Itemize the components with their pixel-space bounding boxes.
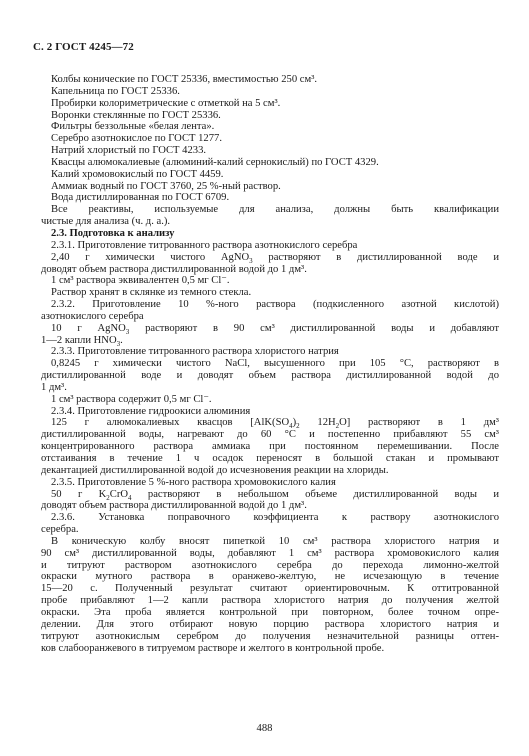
list-item: Капельница по ГОСТ 25336. xyxy=(51,85,180,97)
subsection-title: 2.3.3. Приготовление титрованного раствора хлористого натрия xyxy=(51,346,339,358)
paragraph-line: ков слабооранжевого в титруемом растворе и желтого в контрольной пробе. xyxy=(41,642,385,654)
subscript: 3 xyxy=(125,327,130,336)
reagents-note: Все реактивы, используемые для анализа, должны быть квалификации xyxy=(51,204,499,216)
paragraph-line xyxy=(51,323,499,335)
paragraph-line xyxy=(51,489,499,501)
subsection-title: 2.3.5. Приготовление 5 %-ного раствора хромовокислого калия xyxy=(51,476,336,488)
list-item: Пробирки колориметрические с отметкой на 5 см³. xyxy=(51,97,281,109)
text-run: O] растворяют в 1 дм³ xyxy=(339,417,499,429)
page-header: С. 2 ГОСТ 4245—72 xyxy=(33,41,134,53)
paragraph-line: дистиллированной воды, нагревают до 60 °С и постепенно прибавляют 55 см³ xyxy=(41,429,499,441)
section-heading: 2.3. Подготовка к анализу xyxy=(51,227,175,239)
subscript: 2 xyxy=(106,493,110,502)
subscript: 2 xyxy=(296,422,300,431)
paragraph-line: Раствор хранят в склянке из темного стекла. xyxy=(51,287,252,299)
paragraph-line: 15—20 с. Полученный результат считают ориентировочным. К оттитрованной xyxy=(41,583,499,595)
paragraph-line: 0,8245 г химически чистого NaCl, высушенного при 105 °С, растворяют в xyxy=(51,358,499,370)
paragraph-line: титруют азотнокислым серебром до получения незначительной разницы оттен- xyxy=(41,630,499,642)
paragraph-line: 1 см³ раствора эквивалентен 0,5 мг Cl⁻. xyxy=(51,275,230,287)
paragraph-line: 1 дм³. xyxy=(41,381,67,393)
paragraph-line: окраски. Эта проба является контрольной при повторном, более точном опре- xyxy=(41,606,499,618)
list-item: Серебро азотнокислое по ГОСТ 1277. xyxy=(51,133,222,145)
text-run: 1—2 капли HNO xyxy=(41,334,117,346)
reagents-note: чистые для анализа (ч. д. а.). xyxy=(41,216,171,228)
paragraph-line: доводят объем раствора дистиллированной водой до 1 дм³. xyxy=(41,500,307,512)
text-run: 125 г алюмокалиевых квасцов [AlK(SO xyxy=(51,417,290,429)
paragraph-line: дистиллированной воде и доводят объем раствора дистиллированной водой до xyxy=(41,370,499,382)
paragraph-line: делении. Для этого отбирают новую порцию раствора хлористого натрия и xyxy=(41,618,499,630)
list-item: Воронки стеклянные по ГОСТ 25336. xyxy=(51,109,221,121)
paragraph-line: окраски мутного раствора в оранжево-желтую, не исчезающую в течение xyxy=(41,571,499,583)
text-run: растворяют в дистиллированной воде и xyxy=(252,251,499,263)
list-item: Колбы конические по ГОСТ 25336, вместимостью 250 см³. xyxy=(51,74,318,85)
subsection-title: азотнокислого серебра xyxy=(41,310,144,322)
text-run: 50 г K xyxy=(51,488,107,500)
paragraph-line: пробе прибавляют 1—2 капли раствора хлористого натрия до получения желтой xyxy=(41,595,499,607)
text-run: растворяют в небольшом объеме дистиллированной воды и xyxy=(131,488,499,500)
paragraph-line xyxy=(41,335,499,347)
subsection-title: 2.3.4. Приготовление гидроокиси алюминия xyxy=(51,405,251,417)
list-item: Фильтры беззольные «белая лента». xyxy=(51,121,215,133)
text-run: 2,40 г химически чистого AgNO xyxy=(51,251,250,263)
paragraph-line xyxy=(51,252,499,264)
document-body xyxy=(41,74,499,654)
paragraph-line: концентрированного раствора аммиака при постоянном перемешивании. После xyxy=(41,441,499,453)
paragraph-line: декантацией дистиллированной водой до исчезновения реакции на хлориды. xyxy=(41,464,389,476)
text-run: . xyxy=(120,334,123,346)
paragraph-line: отстаивания в течение 1 ч осадок переносят в большой стакан и промывают xyxy=(41,453,499,464)
list-item: Вода дистиллированная по ГОСТ 6709. xyxy=(51,192,230,204)
paragraph-line: 90 см³ дистиллированной воды, добавляют 1 см³ раствора хромовокислого калия xyxy=(41,547,499,559)
subsection-title: 2.3.2. Приготовление 10 %-ного раствора (подкисленного азотной кислотой) xyxy=(51,299,499,311)
subscript: 3 xyxy=(249,256,253,265)
text-run: растворяют в 90 см³ дистиллированной воды и добавляют xyxy=(129,322,499,334)
list-item: Аммиак водный по ГОСТ 3760, 25 %-ный раствор. xyxy=(51,180,281,192)
list-item: Натрий хлористый по ГОСТ 4233. xyxy=(51,145,207,157)
list-item: Калий хромовокислый по ГОСТ 4459. xyxy=(51,168,224,180)
subscript: 4 xyxy=(128,493,132,502)
paragraph-line: доводят объем раствора дистиллированной водой до 1 дм³. xyxy=(41,263,307,275)
page-number: 488 xyxy=(256,723,273,734)
paragraph-line xyxy=(51,417,499,429)
subsection-title: 2.3.6. Установка поправочного коэффициента к раствору азотнокислого xyxy=(51,512,499,524)
text-run: 10 г AgNO xyxy=(51,322,126,334)
paragraph-line: 1 см³ раствора содержит 0,5 мг Cl⁻. xyxy=(51,393,212,405)
text-run: CrO xyxy=(109,488,129,500)
paragraph-line: и титруют раствором азотнокислого серебра до перехода лимонно-желтой xyxy=(41,559,499,571)
subsection-title: серебра. xyxy=(41,524,79,536)
list-item: Квасцы алюмокалиевые (алюминий-калий сернокислый) по ГОСТ 4329. xyxy=(51,156,379,168)
text-run: ) xyxy=(292,417,297,429)
subscript: 4 xyxy=(289,422,293,431)
subsection-title: 2.3.1. Приготовление титрованного раствора азотнокислого серебра xyxy=(51,239,358,251)
paragraph-line: В коническую колбу вносят пипеткой 10 см³ раствора хлористого натрия и xyxy=(51,535,499,547)
subscript: 2 xyxy=(335,422,340,431)
text-run: 12H xyxy=(299,417,336,429)
subscript: 3 xyxy=(116,339,121,348)
